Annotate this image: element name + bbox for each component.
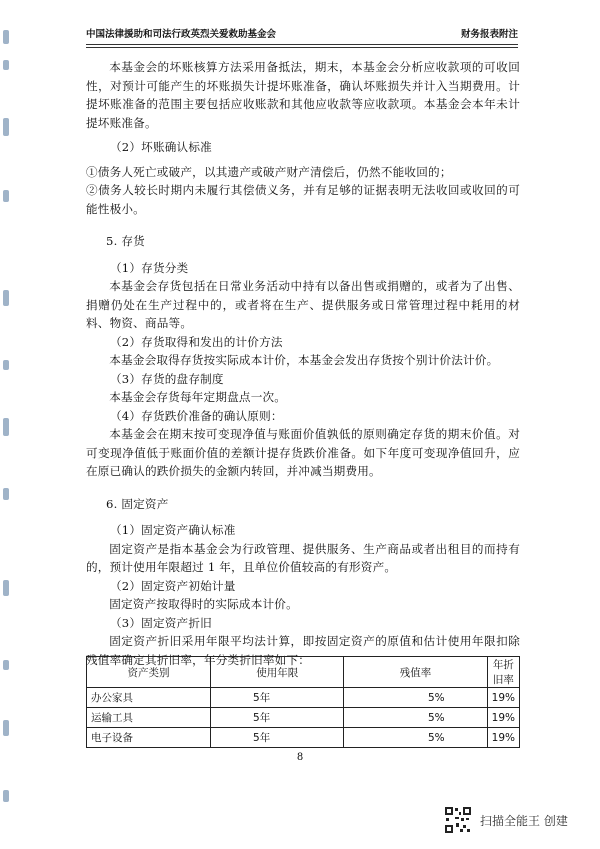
paragraph-initial-measurement: 固定资产按取得时的实际成本计价。 xyxy=(109,597,298,611)
header-org-name: 中国法律援助和司法行政英烈关爱救助基金会 xyxy=(86,29,277,40)
heading-depreciation: （3）固定资产折旧 xyxy=(110,615,212,630)
paragraph-fixed-asset-criteria: 固定资产是指本基金会为行政管理、提供服务、生产商品或者出租目的而持有的，预计使用年限超过 1 年，且单位价值较高的有形资产。 xyxy=(86,541,520,574)
paragraph-inventory-classification: 本基金会存货包括在日常业务活动中持有以备出售或捐赠的，或者为了出售、捐赠仍处在生产过程中的，或者将在生产、提供服务或日常管理过程中耗用的材料、物资、商品等。 xyxy=(86,279,520,330)
table-header-cell: 年折旧率 xyxy=(487,657,519,688)
table-header-cell: 资产类别 xyxy=(87,657,211,688)
heading-fixed-assets: 6. 固定资产 xyxy=(106,496,169,511)
header-section: 财务报表附注 xyxy=(460,29,518,40)
table-row xyxy=(87,728,520,748)
table-cell: 5% xyxy=(344,728,487,748)
table-cell: 电子设备 xyxy=(87,728,211,748)
paragraph-inventory-pricing: 本基金会取得存货按实际成本计价，本基金会发出存货按个别计价法计价。 xyxy=(109,353,499,367)
paragraph-inventory-count: 本基金会存货每年定期盘点一次。 xyxy=(109,390,287,404)
table-cell: 19% xyxy=(487,708,519,728)
table-cell: 19% xyxy=(487,688,519,708)
qr-code-icon xyxy=(444,806,472,834)
heading-impairment: （4）存货跌价准备的确认原则： xyxy=(110,408,283,423)
heading-inventory-count: （3）存货的盘存制度 xyxy=(110,371,224,386)
table-header-cell: 残值率 xyxy=(344,657,487,688)
table-row xyxy=(87,688,520,708)
table-cell: 5年 xyxy=(211,708,344,728)
paragraph-bad-debt-method: 本基金会的坏账核算方法采用备抵法，期末，本基金会分析应收款项的可收回性，对预计可能产生的坏账损失计提坏账准备，确认坏账损失并计入当期费用。计提坏账准备的范围主要包括应收账款和其他应收款等应收款项。本基金会本年未计提坏账准备。 xyxy=(86,60,520,130)
paragraph-criterion-2: ②债务人较长时期内未履行其偿债义务，并有足够的证据表明无法收回或收回的可能性极小。 xyxy=(86,183,520,216)
table-cell: 5% xyxy=(344,708,487,728)
heading-bad-debt-criteria: （2）坏账确认标准 xyxy=(110,140,212,154)
heading-initial-measurement: （2）固定资产初始计量 xyxy=(110,578,236,593)
page-header xyxy=(86,24,518,45)
table-cell: 运输工具 xyxy=(87,708,211,728)
table-cell: 5年 xyxy=(211,728,344,748)
table-cell: 办公家具 xyxy=(87,688,211,708)
table-header-cell: 使用年限 xyxy=(211,657,344,688)
depreciation-table xyxy=(86,656,520,748)
document-body xyxy=(86,58,520,669)
heading-inventory-pricing: （2）存货取得和发出的计价方法 xyxy=(110,334,283,349)
scanner-watermark: 扫描全能王 创建 xyxy=(480,814,568,828)
heading-inventory-classification: （1）存货分类 xyxy=(110,260,189,275)
heading-fixed-asset-criteria: （1）固定资产确认标准 xyxy=(110,523,236,537)
paragraph-depreciation: 固定资产折旧采用年限平均法计算，即按固定资产的原值和估计使用年限扣除残值率确定其折旧率，年分类折旧率如下： xyxy=(86,634,520,667)
table-cell: 19% xyxy=(487,728,519,748)
table-header-row xyxy=(87,657,520,688)
paragraph-impairment: 本基金会在期末按可变现净值与账面价值孰低的原则确定存货的期末价值。对可变现净值低于账面价值的差额计提存货跌价准备。如下年度可变现净值回升，应在原已确认的跌价损失的金额内转回，并冲减当期费用。 xyxy=(86,427,520,478)
heading-inventory: 5. 存货 xyxy=(106,234,145,248)
paragraph-criterion-1: ①债务人死亡或破产，以其遗产或破产财产清偿后，仍然不能收回的； xyxy=(86,164,452,179)
binding-marks xyxy=(0,0,16,849)
page-number: 8 xyxy=(296,752,304,763)
table-cell: 5% xyxy=(344,688,487,708)
table-cell: 5年 xyxy=(211,688,344,708)
table-row xyxy=(87,708,520,728)
